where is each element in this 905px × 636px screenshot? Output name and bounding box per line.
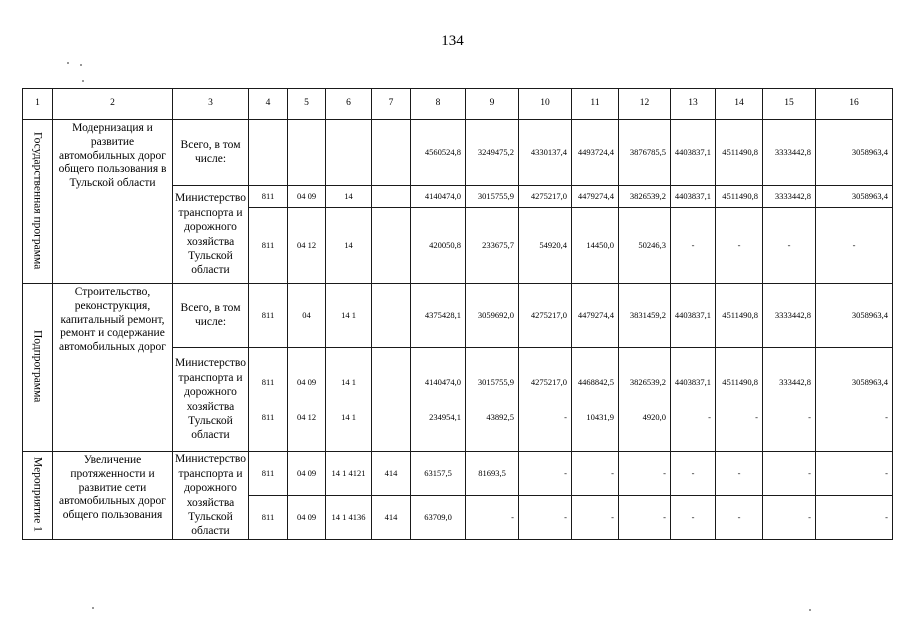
header-row: [23, 89, 893, 120]
value-cell: 3333442,8: [763, 120, 816, 186]
column-header: 6: [326, 89, 372, 120]
value-cell: 4140474,0 234954,1: [411, 348, 466, 452]
cell-section: 04: [288, 284, 326, 348]
cell-expense-type: [372, 120, 411, 186]
value-cell: -: [716, 452, 763, 496]
cell-expense-type: [372, 284, 411, 348]
section-type-cell: [23, 284, 53, 452]
column-header: 2: [53, 89, 173, 120]
value-cell: -: [671, 452, 716, 496]
cell-section: 04 09: [288, 186, 326, 208]
value-cell: -: [572, 452, 619, 496]
section-type-label: Подпрограмма: [31, 329, 44, 403]
column-header: 1: [23, 89, 53, 120]
value-cell: 4375428,1: [411, 284, 466, 348]
value-cell: 3876785,5: [619, 120, 671, 186]
column-header: 12: [619, 89, 671, 120]
value-cell: 4275217,0: [519, 284, 572, 348]
value-cell: -: [763, 452, 816, 496]
value-cell: 4479274,4: [572, 284, 619, 348]
cell-grbs: 811: [249, 496, 288, 540]
value-cell: 3058963,4 -: [816, 348, 893, 452]
section-type-label: Государственная программа: [31, 131, 44, 269]
cell-grbs: 811: [249, 284, 288, 348]
total-label: Всего, в том числе:: [173, 284, 249, 348]
value-cell: -: [671, 496, 716, 540]
value-cell: 3333442,8: [763, 186, 816, 208]
value-cell: 3058963,4: [816, 120, 893, 186]
cell-section: 04 12: [288, 208, 326, 284]
cell-target: 14 1 14 1: [326, 348, 372, 452]
cell-target: 14 1: [326, 284, 372, 348]
section-type-cell: [23, 120, 53, 284]
value-cell: 4511490,8 -: [716, 348, 763, 452]
value-cell: -: [519, 496, 572, 540]
cell-grbs: 811: [249, 208, 288, 284]
value-cell: 54920,4: [519, 208, 572, 284]
value-cell: 4493724,4: [572, 120, 619, 186]
value-cell: 81693,5: [466, 452, 519, 496]
value-cell: -: [763, 208, 816, 284]
column-header: 14: [716, 89, 763, 120]
cell-grbs: [249, 120, 288, 186]
cell-grbs: 811 811: [249, 348, 288, 452]
value-cell: -: [572, 496, 619, 540]
cell-section: 04 09 04 12: [288, 348, 326, 452]
value-cell: 4275217,0: [519, 186, 572, 208]
cell-grbs: 811: [249, 186, 288, 208]
cell-target: 14 1 4121: [326, 452, 372, 496]
value-cell: 4403837,1: [671, 186, 716, 208]
page-number: 134: [441, 33, 464, 49]
value-cell: 4275217,0 -: [519, 348, 572, 452]
value-cell: -: [671, 208, 716, 284]
cell-target: 14: [326, 186, 372, 208]
budget-table: [22, 88, 893, 540]
section-type-label: Мероприятие 1: [31, 456, 44, 532]
table-row: [23, 452, 893, 496]
total-label: Всего, в том числе:: [173, 120, 249, 186]
column-header: 11: [572, 89, 619, 120]
value-cell: -: [816, 452, 893, 496]
column-header: 10: [519, 89, 572, 120]
cell-target: 14: [326, 208, 372, 284]
value-cell: 4403837,1 -: [671, 348, 716, 452]
subprogram-name: Строительство, реконструкция, капитальный ремонт, ремонт и содержание автомобильных дорог: [53, 284, 173, 452]
table-row: [23, 120, 893, 186]
value-cell: 50246,3: [619, 208, 671, 284]
value-cell: -: [716, 496, 763, 540]
cell-expense-type: 414: [372, 496, 411, 540]
value-cell: -: [763, 496, 816, 540]
executor-name: Министерство транспорта и дорожного хозяйства Тульской области: [173, 186, 249, 284]
column-header: 3: [173, 89, 249, 120]
cell-section: 04 09: [288, 452, 326, 496]
value-cell: 4479274,4: [572, 186, 619, 208]
cell-expense-type: [372, 208, 411, 284]
value-cell: 3058963,4: [816, 284, 893, 348]
value-cell: 333442,8 -: [763, 348, 816, 452]
value-cell: 63709,0: [411, 496, 466, 540]
cell-target: [326, 120, 372, 186]
value-cell: 3826539,2: [619, 186, 671, 208]
value-cell: 3015755,9: [466, 186, 519, 208]
value-cell: -: [816, 496, 893, 540]
value-cell: -: [619, 496, 671, 540]
value-cell: 4511490,8: [716, 186, 763, 208]
cell-target: 14 1 4136: [326, 496, 372, 540]
column-header: 16: [816, 89, 893, 120]
column-header: 4: [249, 89, 288, 120]
column-header: 7: [372, 89, 411, 120]
table-row: [23, 284, 893, 348]
value-cell: -: [816, 208, 893, 284]
value-cell: 4140474,0: [411, 186, 466, 208]
value-cell: 4330137,4: [519, 120, 572, 186]
value-cell: 420050,8: [411, 208, 466, 284]
value-cell: 233675,7: [466, 208, 519, 284]
section-type-cell: [23, 452, 53, 540]
scan-speck: [92, 607, 94, 609]
scan-speck: [80, 64, 82, 66]
column-header: 5: [288, 89, 326, 120]
value-cell: 3059692,0: [466, 284, 519, 348]
executor-name: Министерство транспорта и дорожного хозяйства Тульской области: [173, 452, 249, 540]
scan-speck: [67, 62, 69, 64]
value-cell: 4468842,5 10431,9: [572, 348, 619, 452]
value-cell: 3831459,2: [619, 284, 671, 348]
value-cell: 3333442,8: [763, 284, 816, 348]
value-cell: -: [466, 496, 519, 540]
column-header: 9: [466, 89, 519, 120]
measure-name: Увеличение протяженности и развитие сети автомобильных дорог общего пользования: [53, 452, 173, 540]
column-header: 15: [763, 89, 816, 120]
scan-speck: [82, 80, 84, 82]
value-cell: 3249475,2: [466, 120, 519, 186]
executor-name: Министерство транспорта и дорожного хозяйства Тульской области: [173, 348, 249, 452]
value-cell: 3058963,4: [816, 186, 893, 208]
column-header: 8: [411, 89, 466, 120]
value-cell: -: [619, 452, 671, 496]
value-cell: 14450,0: [572, 208, 619, 284]
cell-grbs: 811: [249, 452, 288, 496]
value-cell: -: [716, 208, 763, 284]
value-cell: 4403837,1: [671, 120, 716, 186]
value-cell: 63157,5: [411, 452, 466, 496]
value-cell: 4560524,8: [411, 120, 466, 186]
cell-expense-type: 414: [372, 452, 411, 496]
cell-section: 04 09: [288, 496, 326, 540]
program-name: Модернизация и развитие автомобильных дорог общего пользования в Тульской области: [53, 120, 173, 284]
value-cell: 4511490,8: [716, 284, 763, 348]
cell-expense-type: [372, 348, 411, 452]
value-cell: 3015755,9 43892,5: [466, 348, 519, 452]
value-cell: -: [519, 452, 572, 496]
value-cell: 4511490,8: [716, 120, 763, 186]
cell-expense-type: [372, 186, 411, 208]
scan-speck: [809, 609, 811, 611]
cell-section: [288, 120, 326, 186]
value-cell: 4403837,1: [671, 284, 716, 348]
column-header: 13: [671, 89, 716, 120]
value-cell: 3826539,2 4920,0: [619, 348, 671, 452]
